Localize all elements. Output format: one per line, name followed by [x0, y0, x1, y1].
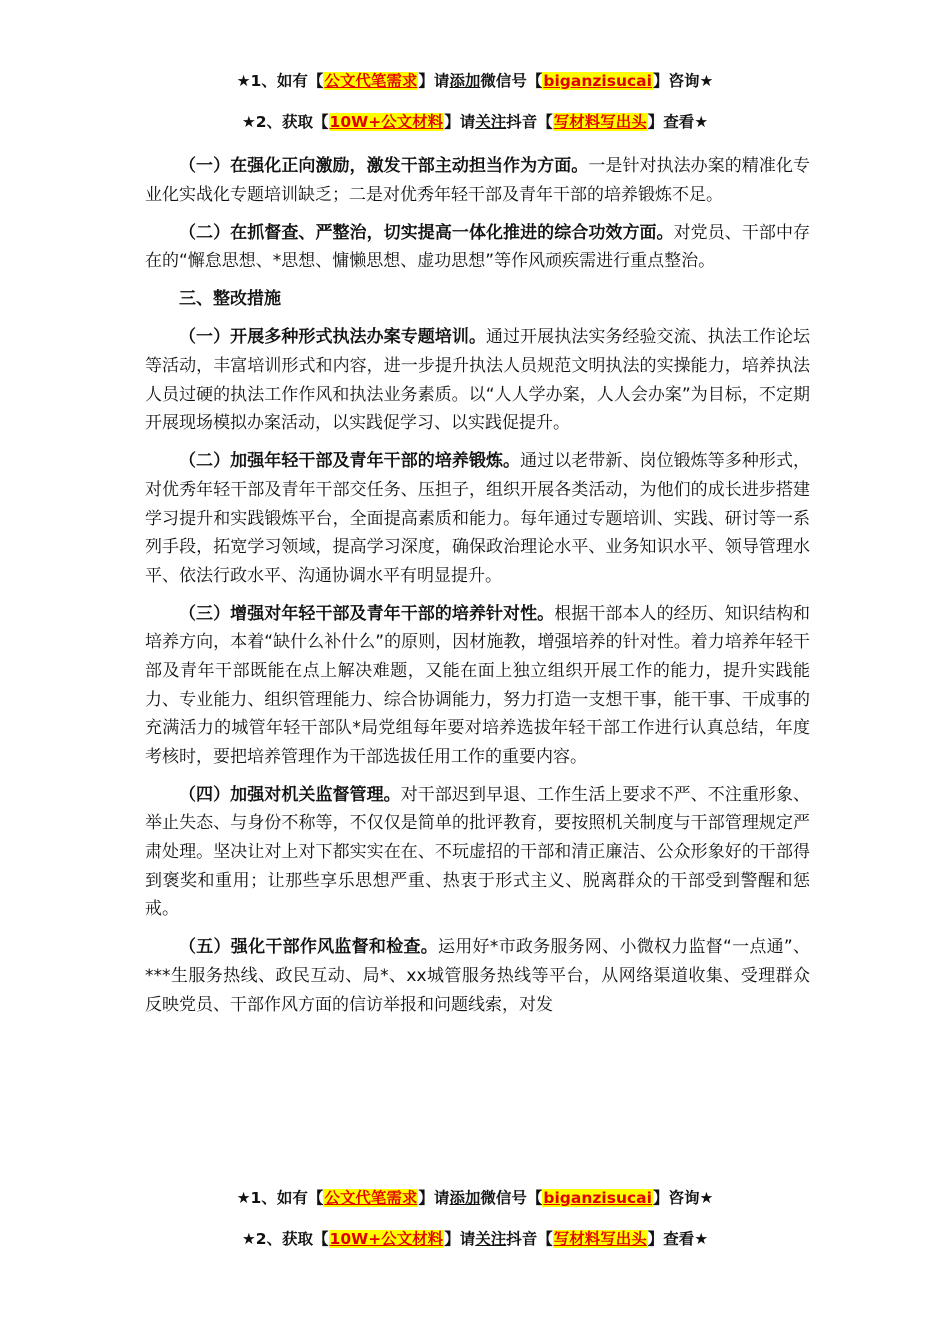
banner-text: 抖音【 — [506, 113, 553, 131]
paragraph-lead: （二）加强年轻干部及青年干部的培养锻炼。 — [179, 451, 521, 472]
banner-text: ★2、获取【 — [241, 1230, 329, 1248]
banner-text: 】请 — [444, 113, 476, 131]
highlight-text: 10W+公文材料 — [329, 1230, 444, 1248]
highlight-text: 写材料写出头 — [553, 1230, 647, 1248]
paragraph-text: 对党员、干部中存在的“懈怠思想、*思想、慵懒思想、虚功思想”等作风顽疾需进行重点整治。 — [145, 222, 810, 272]
banner-text: ★1、如有【 — [236, 72, 324, 90]
paragraph-lead: （一）在强化正向激励，激发干部主动担当作为方面。 — [179, 156, 589, 176]
underlined-text: 关注 — [475, 1230, 507, 1248]
paragraph — [145, 933, 810, 1019]
banner-text: 】咨询★ — [652, 1189, 714, 1207]
banner-text: 微信号【 — [480, 72, 543, 90]
highlight-text: 10W+公文材料 — [329, 113, 444, 131]
paragraph — [145, 600, 810, 772]
banner-text: 】咨询★ — [652, 72, 714, 90]
paragraph-lead: （三）增强对年轻干部及青年干部的培养针对性。 — [179, 603, 555, 624]
top-banner-line-2 — [0, 109, 950, 135]
banner-text: 】查看★ — [647, 113, 709, 131]
underlined-text: 添加 — [449, 72, 481, 90]
paragraph — [145, 323, 810, 437]
paragraph — [145, 219, 810, 276]
paragraph — [145, 781, 810, 924]
paragraph-text: 根据干部本人的经历、知识结构和培养方向，本着“缺什么补什么”的原则，因材施教，增强培养的针对性。着力培养年轻干部及青年干部既能在点上解决难题，又能在面上独立组织开展工作的能力，提升实践能力、专业能力、组织管理能力、综合协调能力，努力打造一支想干事，能干事、干成事的充满活力的城管年轻干部队*局党组每年要对培养选拔年轻干部工作进行认真总结，年度考核时，要把培养管理作为干部选拔任用工作的重要内容。 — [145, 603, 811, 767]
highlight-text: biganzisucai — [543, 1189, 652, 1207]
paragraph-text: 一是针对执法办案的精准化专业化实战化专题培训缺乏；二是对优秀年轻干部及青年干部的培养锻炼不足。 — [145, 156, 811, 205]
banner-text: 】请 — [444, 1230, 476, 1248]
paragraph-lead: （四）加强对机关监督管理。 — [179, 784, 401, 805]
paragraph — [145, 152, 810, 209]
underlined-text: 关注 — [475, 113, 507, 131]
top-banner-line-1 — [0, 68, 950, 94]
highlight-text: 公文代笔需求 — [324, 1189, 418, 1207]
banner-text: 微信号【 — [480, 1189, 543, 1207]
underlined-text: 添加 — [449, 1189, 481, 1207]
bottom-banner-line-2 — [0, 1226, 950, 1252]
document-body — [145, 152, 810, 1019]
bottom-banner-line-1 — [0, 1185, 950, 1211]
paragraph-text: 通过以老带新、岗位锻炼等多种形式，对优秀年轻干部及青年干部交任务、压担子，组织开展各类活动，为他们的成长进步搭建学习提升和实践锻炼平台，全面提高素质和能力。每年通过专题培训、实践、研讨等一系列手段，拓宽学习领域，提高学习深度，确保政治理论水平、业务知识水平、领导管理水平、依法行政水平、沟通协调水平有明显提升。 — [145, 451, 811, 586]
highlight-text: biganzisucai — [543, 72, 652, 90]
banner-text: 】请 — [418, 72, 450, 90]
paragraph-lead: （五）强化干部作风监督和检查。 — [179, 937, 439, 958]
paragraph — [145, 447, 810, 590]
paragraph-text: 对干部迟到早退、工作生活上要求不严、不注重形象、举止失态、与身份不称等，不仅仅是简单的批评教育，要按照机关制度与干部管理规定严肃处理。坚决让对上对下都实实在在、不玩虚招的干部和清正廉洁、公众形象好的干部得到褒奖和重用；让那些享乐思想严重、热衷于形式主义、脱离群众的干部受到警醒和惩戒。 — [145, 784, 811, 920]
banner-text: ★1、如有【 — [236, 1189, 324, 1207]
banner-text: 】请 — [418, 1189, 450, 1207]
banner-text: 】查看★ — [647, 1230, 709, 1248]
banner-text: 抖音【 — [506, 1230, 553, 1248]
paragraph-text: 运用好*市政务服务网、小微权力监督“一点通”、***生服务热线、政民互动、局*、xx城管服务热线等平台，从网络渠道收集、受理群众反映党员、干部作风方面的信访举报和问题线索，对发 — [145, 937, 810, 1015]
highlight-text: 写材料写出头 — [553, 113, 647, 131]
highlight-text: 公文代笔需求 — [324, 72, 418, 90]
paragraph-lead: （二）在抓督查、严整治，切实提高一体化推进的综合功效方面。 — [179, 222, 674, 243]
paragraph-text: 通过开展执法实务经验交流、执法工作论坛等活动，丰富培训形式和内容，进一步提升执法人员规范文明执法的实操能力，培养执法人员过硬的执法工作作风和执法业务素质。以“人人学办案，人人会办案”为目标，不定期开展现场模拟办案活动，以实践促学习、以实践促提升。 — [145, 327, 810, 434]
section-heading: 三、整改措施 — [179, 289, 281, 310]
banner-text: ★2、获取【 — [241, 113, 329, 131]
paragraph-lead: （一）开展多种形式执法办案专题培训。 — [179, 327, 486, 348]
